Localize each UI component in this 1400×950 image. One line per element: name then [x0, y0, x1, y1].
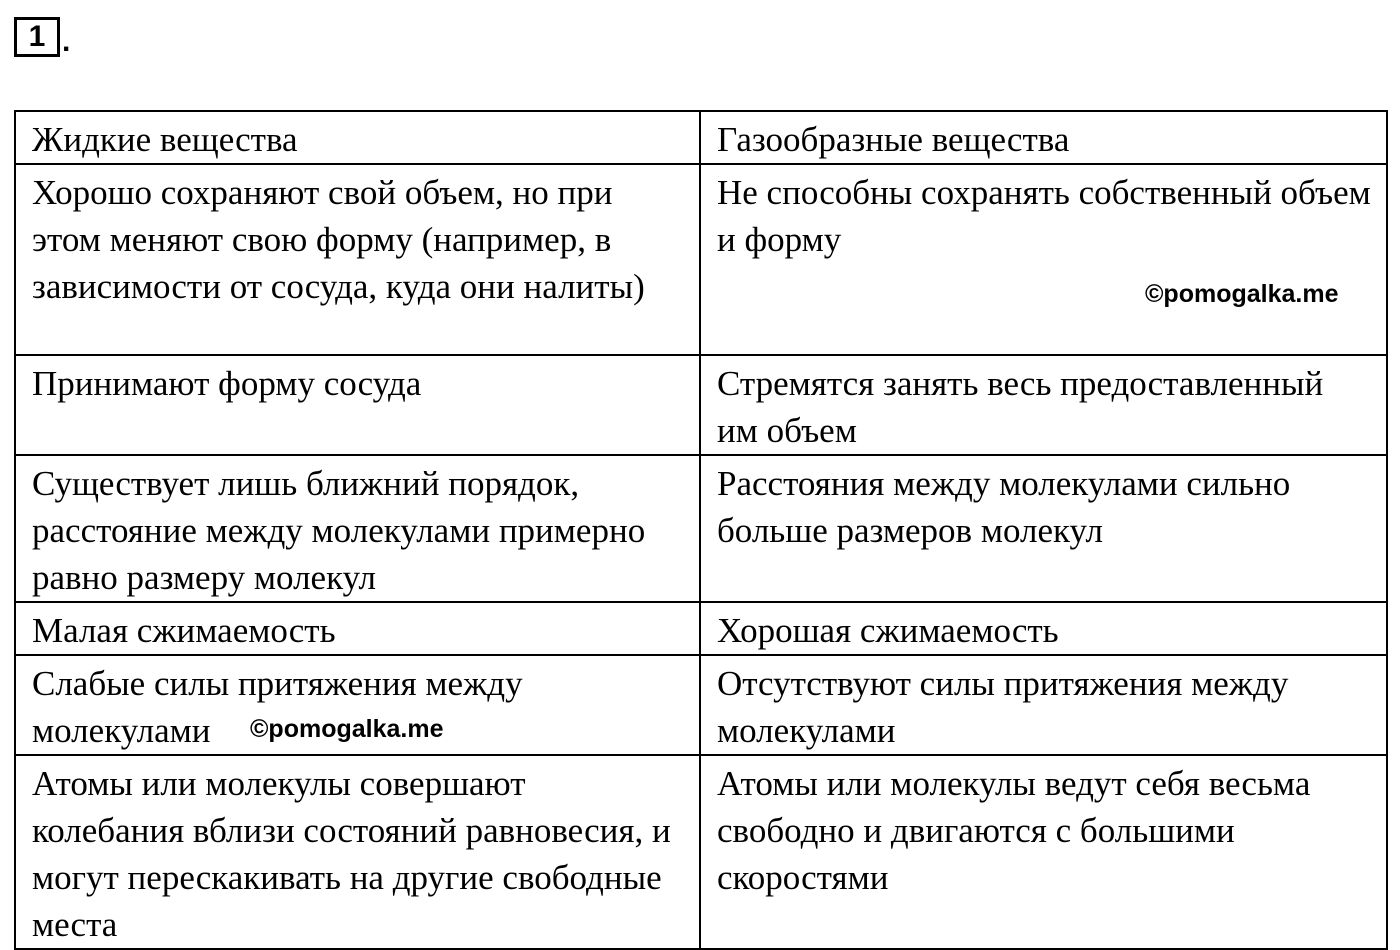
watermark-top: ©pomogalka.me: [1145, 280, 1339, 308]
comparison-table: [14, 110, 1388, 950]
liquid-cell: Слабые силы притяжения между молекулами: [15, 655, 700, 755]
table-row: [15, 755, 1387, 949]
table-header-row: [15, 111, 1387, 164]
gas-cell: Не способны сохранять собственный объем и форму: [700, 164, 1387, 355]
gas-cell: Отсутствуют силы притяжения между молекулами: [700, 655, 1387, 755]
table-row: [15, 602, 1387, 655]
task-number-box: 1: [14, 17, 60, 57]
liquid-cell: Атомы или молекулы совершают колебания вблизи состояний равновесия, и могут перескакивать на другие свободные места: [15, 755, 700, 949]
table-row: [15, 455, 1387, 602]
gas-cell: Стремятся занять весь предоставленный им объем: [700, 355, 1387, 455]
task-number: [14, 17, 70, 57]
table-row: [15, 655, 1387, 755]
table-row: [15, 164, 1387, 355]
header-gases: Газообразные вещества: [700, 111, 1387, 164]
liquid-cell: Существует лишь ближний порядок, расстояние между молекулами примерно равно размеру молекул: [15, 455, 700, 602]
task-number-dot: .: [62, 25, 71, 58]
liquid-cell: Принимают форму сосуда: [15, 355, 700, 455]
gas-cell: Атомы или молекулы ведут себя весьма свободно и двигаются с большими скоростями: [700, 755, 1387, 949]
liquid-cell: Малая сжимаемость: [15, 602, 700, 655]
gas-cell: Хорошая сжимаемость: [700, 602, 1387, 655]
watermark-middle: ©pomogalka.me: [250, 715, 444, 743]
header-liquids: Жидкие вещества: [15, 111, 700, 164]
gas-cell: Расстояния между молекулами сильно больше размеров молекул: [700, 455, 1387, 602]
liquid-cell: Хорошо сохраняют свой объем, но при этом меняют свою форму (например, в зависимости от сосуда, куда они налиты): [15, 164, 700, 355]
table-row: [15, 355, 1387, 455]
